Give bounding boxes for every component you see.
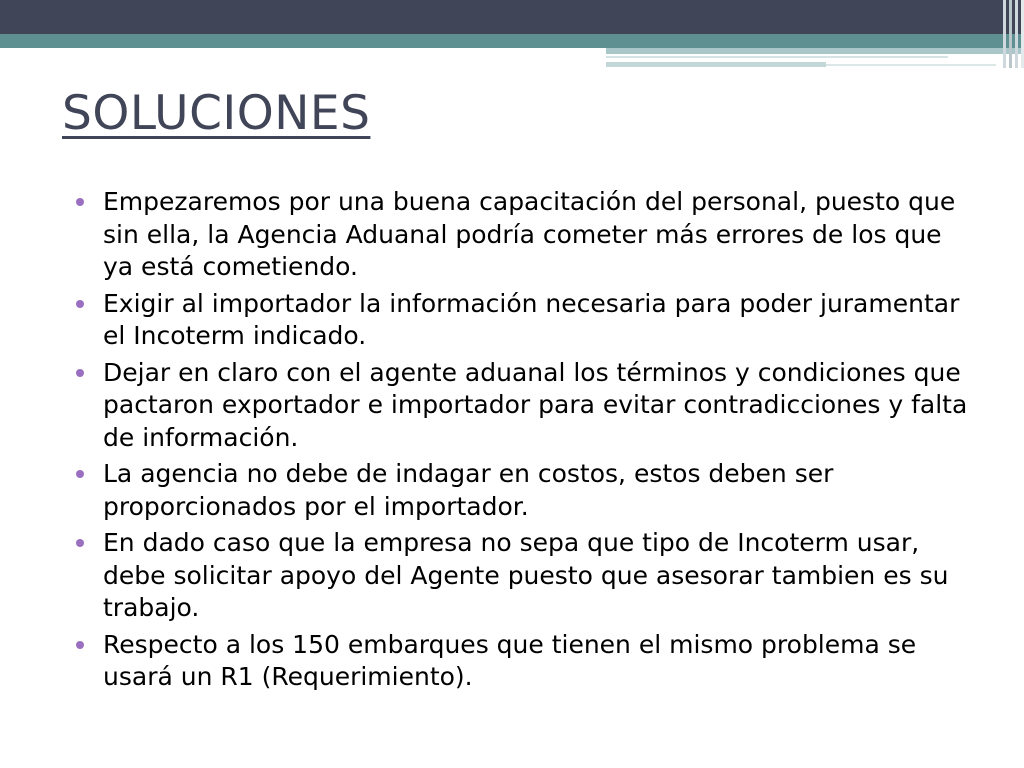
bullet-list: [76, 186, 976, 698]
bullet-item: [76, 288, 976, 353]
header-bar: [0, 0, 1024, 34]
bullet-item: [76, 186, 976, 284]
accent-line: [606, 62, 826, 67]
bullet-text: Dejar en claro con el agente aduanal los términos y condiciones que pactaron exportador e importador para evitar contradicciones y falta de información.: [103, 357, 968, 452]
slide-title: SOLUCIONES: [62, 86, 371, 141]
bullet-dot-icon: [76, 539, 84, 547]
accent-line: [826, 64, 996, 66]
decorative-stripes: [992, 0, 1024, 68]
bullet-dot-icon: [76, 641, 84, 649]
bullet-dot-icon: [76, 198, 84, 206]
bullet-text: La agencia no debe de indagar en costos, estos deben ser proporcionados por el importador.: [103, 459, 834, 521]
bullet-item: [76, 527, 976, 625]
bullet-text: Respecto a los 150 embarques que tienen el mismo problema se usará un R1 (Requerimiento).: [103, 629, 917, 691]
bullet-text: En dado caso que la empresa no sepa que tipo de Incoterm usar, debe solicitar apoyo del Agente puesto que asesorar tambien es su trabajo.: [103, 528, 949, 622]
accent-band: [0, 34, 1024, 48]
accent-band-light: [606, 48, 1024, 54]
bullet-text: Exigir al importador la información necesaria para poder juramentar el Incoterm indicado.: [103, 288, 960, 350]
bullet-item: [76, 629, 976, 694]
bullet-item: [76, 357, 976, 455]
bullet-dot-icon: [76, 470, 84, 478]
bullet-item: [76, 458, 976, 523]
bullet-text: Empezaremos por una buena capacitación del personal, puesto que sin ella, la Agencia Aduanal podría cometer más errores de los que ya está cometiendo.: [103, 187, 956, 281]
accent-line: [606, 56, 948, 58]
bullet-dot-icon: [76, 369, 84, 377]
bullet-dot-icon: [76, 300, 84, 308]
